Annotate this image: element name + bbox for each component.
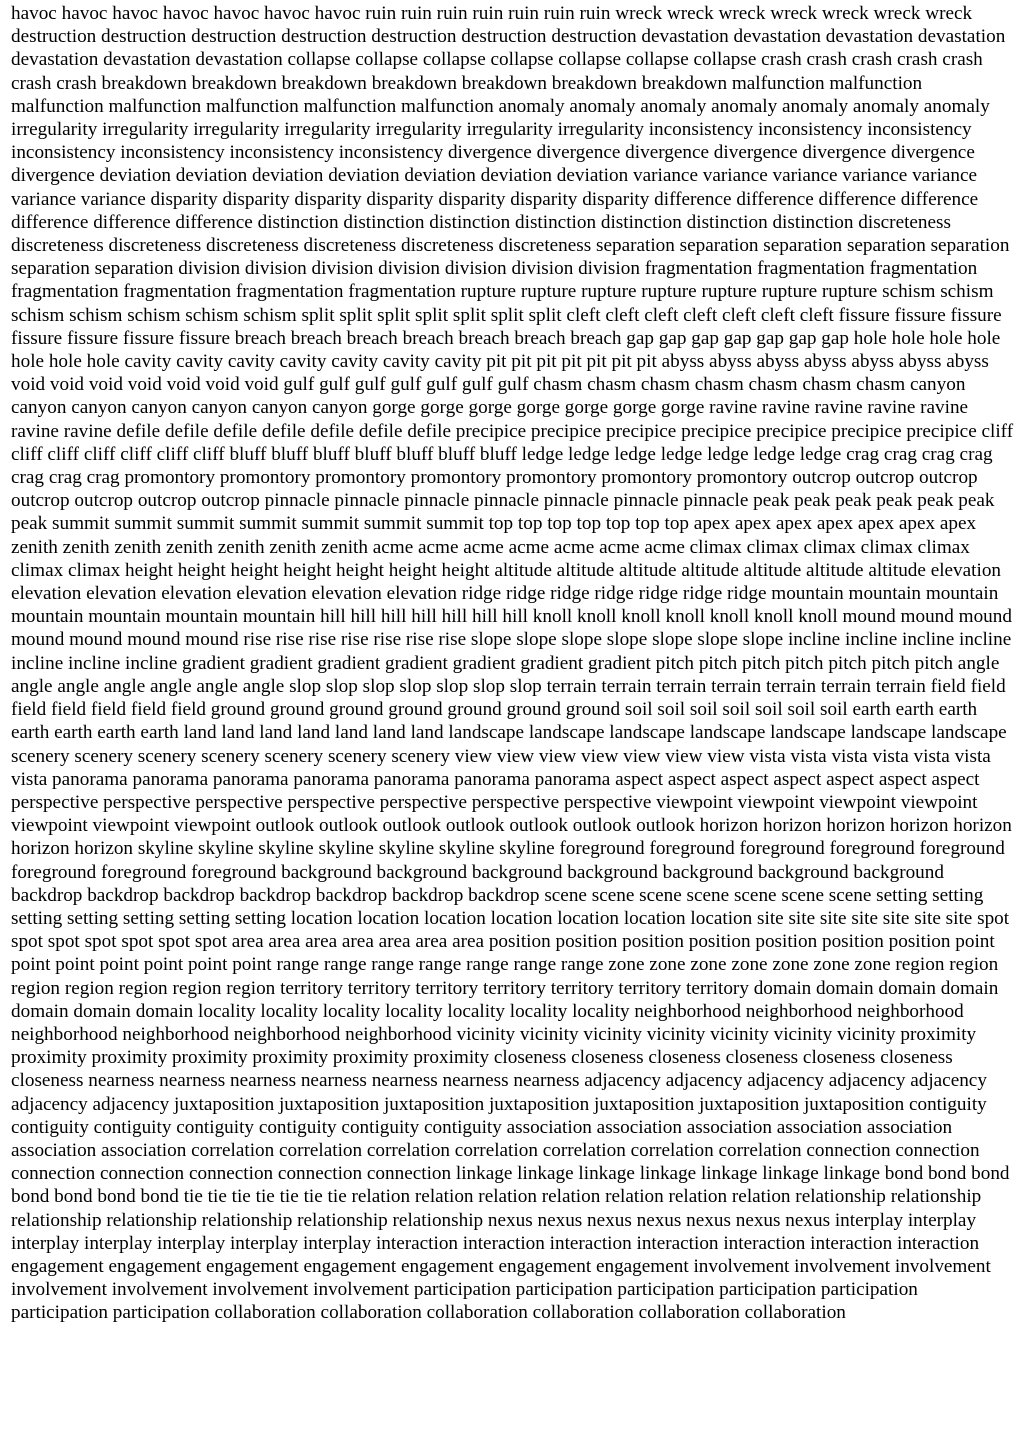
document-body-text: havoc havoc havoc havoc havoc havoc havoc ruin ruin ruin ruin ruin ruin ruin wreck wreck wreck wreck wreck wreck wreck destruction destruction destruction destruction destruction destruction destruction devastation devastation devastation devastation devastation devastation devastation collapse collapse collapse collapse collapse collapse collapse crash crash crash crash crash crash crash breakdown breakdown breakdown breakdown breakdown breakdown breakdown malfunction malfunction malfunction malfunction malfunction malfunction malfunction anomaly anomaly anomaly anomaly anomaly anomaly anomaly irregularity irregularity irregularity irregularity irregularity irregularity irregularity inconsistency inconsistency inconsistency inconsistency inconsistency inconsistency inconsistency divergence divergence divergence divergence divergence divergence divergence deviation deviation deviation deviation deviation deviation deviation variance variance variance variance variance variance variance disparity disparity disparity disparity disparity disparity disparity difference difference difference difference difference difference difference distinction distinction distinction distinction distinction distinction distinction discreteness discreteness discreteness discreteness discreteness discreteness discreteness separation separation separation separation separation separation separation division division division division division division division fragmentation fragmentation fragmentation fragmentation fragmentation fragmentation fragmentation rupture rupture rupture rupture rupture rupture rupture schism schism schism schism schism schism schism split split split split split split split cleft cleft cleft cleft cleft cleft cleft fissure fissure fissure fissure fissure fissure fissure breach breach breach breach breach breach breach gap gap gap gap gap gap gap hole hole hole hole hole hole hole cavity cavity cavity cavity cavity cavity cavity pit pit pit pit pit pit pit abyss abyss abyss abyss abyss abyss abyss void void void void void void void gulf gulf gulf gulf gulf gulf gulf chasm chasm chasm chasm chasm chasm chasm canyon canyon canyon canyon canyon canyon canyon gorge gorge gorge gorge gorge gorge gorge ravine ravine ravine ravine ravine ravine ravine defile defile defile defile defile defile defile precipice precipice precipice precipice precipice precipice precipice cliff cliff cliff cliff cliff cliff cliff bluff bluff bluff bluff bluff bluff bluff ledge ledge ledge ledge ledge ledge ledge crag crag crag crag crag crag crag promontory promontory promontory promontory promontory promontory promontory outcrop outcrop outcrop outcrop outcrop outcrop outcrop pinnacle pinnacle pinnacle pinnacle pinnacle pinnacle pinnacle peak peak peak peak peak peak peak summit summit summit summit summit summit summit top top top top top top top apex apex apex apex apex apex apex zenith zenith zenith zenith zenith zenith zenith acme acme acme acme acme acme acme climax climax climax climax climax climax climax height height height height height height height altitude altitude altitude altitude altitude altitude altitude elevation elevation elevation elevation elevation elevation elevation ridge ridge ridge ridge ridge ridge ridge mountain mountain mountain mountain mountain mountain mountain hill hill hill hill hill hill hill knoll knoll knoll knoll knoll knoll knoll mound mound mound mound mound mound mound rise rise rise rise rise rise rise slope slope slope slope slope slope slope incline incline incline incline incline incline incline gradient gradient gradient gradient gradient gradient gradient pitch pitch pitch pitch pitch pitch pitch angle angle angle angle angle angle angle slop slop slop slop slop slop slop terrain terrain terrain terrain terrain terrain terrain field field field field field field field ground ground ground ground ground ground ground soil soil soil soil soil soil soil earth earth earth earth earth earth earth land land land land land land land landscape landscape landscape landscape landscape landscape landscape scenery scenery scenery scenery scenery scenery scenery view view view view view view view vista vista vista vista vista vista vista panorama panorama panorama panorama panorama panorama panorama aspect aspect aspect aspect aspect aspect aspect perspective perspective perspective perspective perspective perspective perspective viewpoint viewpoint viewpoint viewpoint viewpoint viewpoint viewpoint outlook outlook outlook outlook outlook outlook outlook horizon horizon horizon horizon horizon horizon horizon skyline skyline skyline skyline skyline skyline skyline foreground foreground foreground foreground foreground foreground foreground foreground background background background background background background background backdrop backdrop backdrop backdrop backdrop backdrop backdrop scene scene scene scene scene scene scene setting setting setting setting setting setting setting location location location location location location location site site site site site site site spot spot spot spot spot spot spot area area area area area area area position position position position position position position point point point point point point point range range range range range range range zone zone zone zone zone zone zone region region region region region region region territory territory territory territory territory territory territory domain domain domain domain domain domain domain locality locality locality locality locality locality locality neighborhood neighborhood neighborhood neighborhood neighborhood neighborhood neighborhood vicinity vicinity vicinity vicinity vicinity vicinity vicinity proximity proximity proximity proximity proximity proximity proximity closeness closeness closeness closeness closeness closeness closeness nearness nearness nearness nearness nearness nearness nearness adjacency adjacency adjacency adjacency adjacency adjacency adjacency juxtaposition juxtaposition juxtaposition juxtaposition juxtaposition juxtaposition juxtaposition contiguity contiguity contiguity contiguity contiguity contiguity contiguity association association association association association association association correlation correlation correlation correlation correlation correlation correlation connection connection connection connection connection connection connection linkage linkage linkage linkage linkage linkage linkage bond bond bond bond bond bond bond tie tie tie tie tie tie tie relation relation relation relation relation relation relation relationship relationship relationship relationship relationship relationship relationship nexus nexus nexus nexus nexus nexus nexus interplay interplay interplay interplay interplay interplay interplay interaction interaction interaction interaction interaction interaction interaction engagement engagement engagement engagement engagement engagement engagement involvement involvement involvement involvement involvement involvement involvement participation participation participation participation participation participation participation collaboration collaboration collaboration collaboration collaboration collaboration <box>11 3 1014 1324</box>
